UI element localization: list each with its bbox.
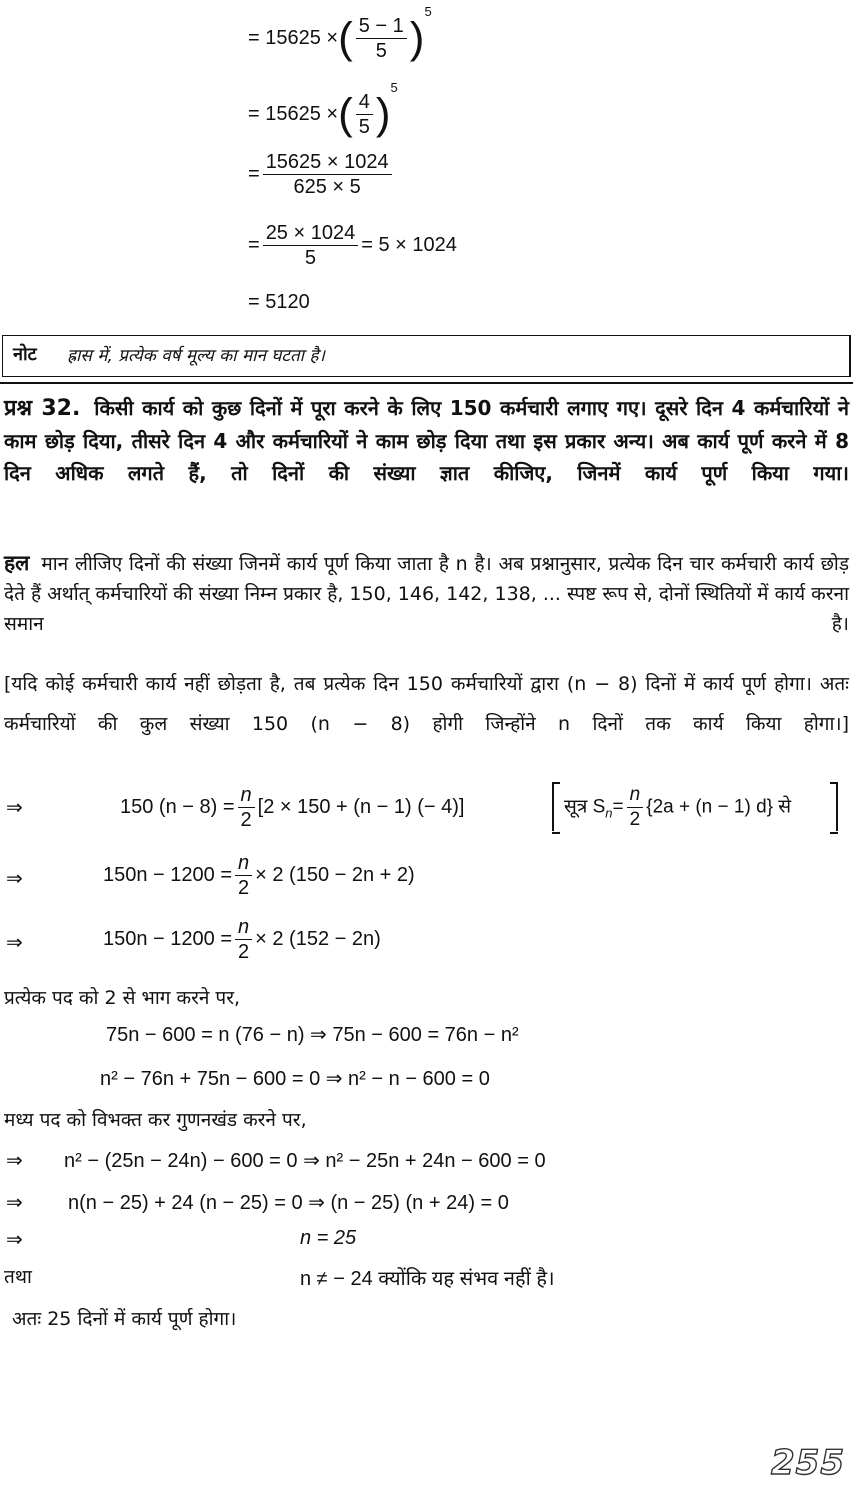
equation-lhs: 150n − 1200 = bbox=[103, 927, 233, 950]
numerator: 25 × 1024 bbox=[263, 221, 359, 246]
equation-9: n ≠ − 24 क्योंकि यह संभव नहीं है। bbox=[300, 1268, 555, 1290]
left-paren: ( bbox=[338, 13, 353, 63]
note-box bbox=[2, 335, 851, 377]
arrow-1: ⇒ bbox=[6, 797, 23, 819]
numerator: n bbox=[627, 783, 644, 808]
solution-intro-text: मान लीजिए दिनों की संख्या जिनमें कार्य पूर्ण किया जाता है n है। अब प्रश्नानुसार, प्रत्येक दिन चार कर्मचारी कार्य छोड़ देते हैं अर्थात् कर्मचारियों की संख्या निम्न प्रकार है, 150, 146, 142, 138, ... स्पष्ट रूप से, दोनों स्थितियों में कार्य करना समान है। bbox=[4, 553, 849, 635]
formula-text: सूत्र S bbox=[564, 796, 606, 818]
numerator: 15625 × 1024 bbox=[263, 150, 392, 175]
numerator: n bbox=[235, 915, 252, 940]
arrow-7: ⇒ bbox=[6, 1192, 23, 1214]
derivation-line-1 bbox=[248, 4, 432, 63]
factorize-instruction: मध्य पद को विभक्त कर गुणनखंड करने पर, bbox=[4, 1109, 307, 1131]
formula-subscript: n bbox=[605, 805, 613, 821]
divide-instruction: प्रत्येक पद को 2 से भाग करने पर, bbox=[4, 987, 241, 1009]
question-text: किसी कार्य को कुछ दिनों में पूरा करने के लिए 150 कर्मचारी लगाए गए। दूसरे दिन 4 कर्मचारियों ने काम छोड़ दिया, तीसरे दिन 4 और कर्मचारियों ने काम छोड़ दिया तथा इस प्रकार अन्य। अब कार्य पूर्ण करने में 8 दिन अधिक लगते हैं, तो दिनों की संख्या ज्ञात कीजिए, जिनमें कार्य पूर्ण किया गया। bbox=[4, 396, 849, 485]
note-text: ह्रास में, प्रत्येक वर्ष मूल्य का मान घटता है। bbox=[67, 346, 325, 366]
conclusion: अतः 25 दिनों में कार्य पूर्ण होगा। bbox=[12, 1308, 237, 1330]
question-label: प्रश्न 32. bbox=[4, 396, 81, 421]
denominator: 2 bbox=[240, 809, 252, 831]
denominator: 625 × 5 bbox=[293, 176, 361, 198]
tatha-label: तथा bbox=[4, 1266, 32, 1288]
denominator: 2 bbox=[238, 941, 250, 963]
denominator: 2 bbox=[629, 809, 641, 830]
equals-sign: = bbox=[612, 796, 624, 818]
equation-2 bbox=[103, 851, 415, 900]
fraction bbox=[235, 915, 252, 964]
derivation-text: = 15625 × bbox=[248, 27, 339, 49]
denominator: 5 bbox=[304, 247, 317, 269]
equation-4: 75n − 600 = n (76 − n) ⇒ 75n − 600 = 76n − n² bbox=[106, 1024, 519, 1046]
derivation-line-5: = 5120 bbox=[248, 291, 310, 313]
note-label: नोट bbox=[13, 344, 37, 365]
numerator: 4 bbox=[356, 90, 373, 115]
page-number: 255 bbox=[771, 1443, 845, 1483]
equation-7: n(n − 25) + 24 (n − 25) = 0 ⇒ (n − 25) (n + 24) = 0 bbox=[68, 1192, 509, 1214]
formula-text: {2a + (n − 1) d} से bbox=[646, 796, 792, 818]
equation-3 bbox=[103, 915, 381, 964]
fraction bbox=[235, 851, 252, 900]
derivation-text: = 5 × 1024 bbox=[361, 233, 457, 256]
numerator: n bbox=[238, 783, 255, 808]
left-paren: ( bbox=[338, 89, 353, 139]
numerator: 5 − 1 bbox=[356, 14, 407, 39]
solution-label: हल bbox=[4, 551, 30, 575]
right-paren: ) bbox=[409, 13, 425, 63]
arrow-3: ⇒ bbox=[6, 932, 23, 954]
solution-intro bbox=[4, 548, 849, 669]
denominator: 2 bbox=[238, 877, 250, 899]
equation-6: n² − (25n − 24n) − 600 = 0 ⇒ n² − 25n + 24n − 600 = 0 bbox=[64, 1150, 546, 1172]
derivation-line-2 bbox=[248, 80, 398, 139]
equation-lhs: 150 (n − 8) = bbox=[120, 795, 235, 818]
fraction bbox=[356, 90, 373, 139]
equation-lhs: 150n − 1200 = bbox=[103, 863, 233, 886]
numerator: n bbox=[235, 851, 252, 876]
exponent: 5 bbox=[424, 4, 432, 19]
equation-1 bbox=[120, 783, 464, 832]
formula-reference bbox=[564, 783, 791, 832]
fraction bbox=[263, 221, 359, 270]
equals-sign: = bbox=[248, 162, 260, 185]
equation-5: n² − 76n + 75n − 600 = 0 ⇒ n² − n − 600 = 0 bbox=[100, 1068, 490, 1090]
fraction bbox=[627, 783, 644, 832]
divider bbox=[0, 382, 853, 384]
exponent: 5 bbox=[390, 80, 398, 95]
fraction bbox=[263, 150, 392, 199]
solution-bracket-paragraph: [यदि कोई कर्मचारी कार्य नहीं छोड़ता है, तब प्रत्येक दिन 150 कर्मचारियों द्वारा (n − 8) दिनों में कार्य पूर्ण होगा। अतः कर्मचारियों की कुल संख्या 150 (n − 8) होगी जिन्होंने n दिनों तक कार्य किया होगा।] bbox=[4, 673, 849, 735]
derivation-line-3 bbox=[248, 150, 395, 199]
fraction bbox=[238, 783, 255, 832]
derivation-line-4 bbox=[248, 221, 457, 270]
derivation-text: = 15625 × bbox=[248, 103, 339, 125]
equation-8: n = 25 bbox=[300, 1227, 357, 1249]
denominator: 5 bbox=[375, 40, 387, 63]
equals-sign: = bbox=[248, 233, 260, 256]
fraction bbox=[356, 14, 407, 63]
question-paragraph bbox=[4, 392, 849, 521]
arrow-2: ⇒ bbox=[6, 868, 23, 890]
arrow-8: ⇒ bbox=[6, 1229, 23, 1251]
equation-rhs: [2 × 150 + (n − 1) (− 4)] bbox=[257, 795, 465, 818]
equation-rhs: × 2 (150 − 2n + 2) bbox=[255, 863, 415, 886]
equation-rhs: × 2 (152 − 2n) bbox=[255, 927, 381, 950]
right-paren: ) bbox=[375, 89, 391, 139]
denominator: 5 bbox=[358, 116, 370, 139]
arrow-6: ⇒ bbox=[6, 1150, 23, 1172]
